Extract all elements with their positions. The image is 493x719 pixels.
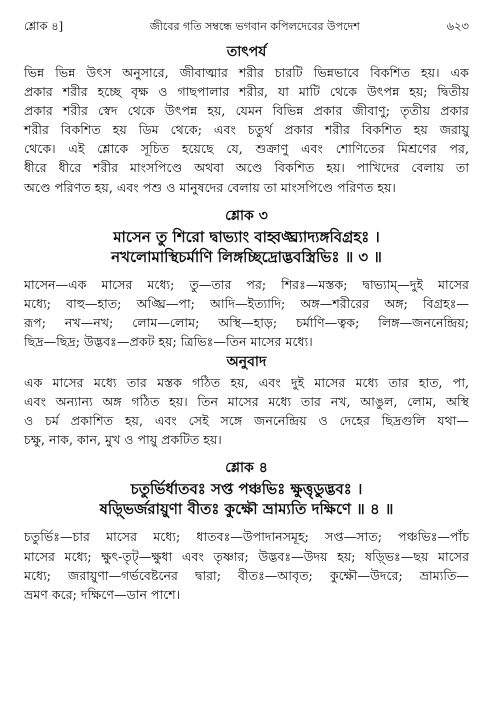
- verse-line: মাসেন তু শিরো দ্বাভ্যাং বাহ্বঙ্ঘ্র্যাদ্যঙ্গবিগ্রহঃ ।: [113, 227, 380, 246]
- verse-3-sanskrit: [24, 227, 469, 267]
- running-head-verse-ref: শ্লোক ৪]: [24, 19, 64, 33]
- synonyms-line: ভ্রমণ করে; দক্ষিণে—ডান পাশে।: [24, 586, 181, 602]
- verse-4-heading: শ্লোক ৪: [225, 460, 268, 477]
- verse-line: নখলোমাস্থিচর্মাণি লিঙ্গচ্ছিদ্রোদ্ভবস্ত্রিভিঃ ॥ ৩ ॥: [111, 247, 382, 266]
- purport-line: শরীর বিকশিত হয় ডিম থেকে; এবং চতুর্থ প্রকার শরীর বিকশিত হয় জরায়ু: [24, 122, 469, 138]
- verse-3-translation: [24, 373, 469, 449]
- translation-line: ও চর্ম প্রকাশিত হয়, এবং সেই সঙ্গে জননেন্দ্রিয় ও দেহের ছিদ্রগুলি যথা—: [24, 413, 469, 429]
- running-head-chapter-title: জীবের গতি সম্বন্ধে ভগবান কপিলদেবের উপদেশ: [149, 20, 360, 33]
- purport-line: থেকে। এই শ্লোকে সূচিত হয়েছে যে, শুক্রাণু এবং শোণিতের মিশ্রণের পর,: [24, 141, 469, 157]
- synonyms-line: মাসের মধ্যে; ক্ষুৎ-তৃট্—ক্ষুধা এবং তৃষ্ণার; উদ্ভবঃ—উদয় হয়; ষড়্ভিঃ—ছয় মাসের: [24, 548, 469, 564]
- purport-line: ভিন্ন ভিন্ন উৎস অনুসারে, জীবাত্মার শরীর চারটি ভিন্নভাবে বিকশিত হয়। এক: [24, 65, 469, 80]
- verse-4-synonyms: [24, 527, 469, 603]
- verse-4-sanskrit: [24, 479, 469, 519]
- translation-line: চক্ষু, নাক, কান, মুখ ও পায়ু প্রকটিত হয়।: [24, 432, 222, 448]
- purport-heading: তাৎপর্য: [226, 44, 267, 60]
- purport-line: অণ্ডে পরিণত হয়, এবং পশু ও মানুষদের বেলায় তা মাংসপিণ্ডে পরিণত হয়।: [24, 179, 396, 195]
- page-number: ৬২৩: [446, 19, 469, 33]
- synonyms-line: রূপ; নখ—নখ; লোম—লোম; অস্থি—হাড়; চর্মাণি—ত্বক; লিঙ্গ—জননেন্দ্রিয়;: [24, 314, 469, 330]
- running-head: [24, 18, 469, 35]
- synonyms-line: চতুর্ভিঃ—চার মাসের মধ্যে; ধাতবঃ—উপাদানসমূহ; সপ্ত—সাত; পঞ্চভিঃ—পাঁচ: [24, 529, 469, 545]
- purport-line: প্রকার শরীর হচ্ছে বৃক্ষ ও গাছপালার শরীর, যা মাটি থেকে উৎপন্ন হয়; দ্বিতীয়: [24, 84, 469, 100]
- synonyms-line: মধ্যে; জরায়ুণা—গর্ভবেষ্টনের দ্বারা; বীতঃ—আবৃত; কুক্ষৌ—উদরে; ভ্রাম্যতি—: [24, 567, 469, 583]
- synonyms-line: মধ্যে; বাহু—হাত; অঙ্ঘ্রি—পা; আদি—ইত্যাদি; অঙ্গ—শরীরের অঙ্গ; বিগ্রহঃ—: [24, 295, 469, 311]
- purport-paragraph: [24, 63, 469, 197]
- translation-line: এবং অন্যান্য অঙ্গ গঠিত হয়। তিন মাসের মধ্যে তার নখ, আঙুল, লোম, অস্থি: [24, 394, 469, 410]
- verse-3-synonyms: [24, 275, 469, 351]
- verse-3-heading: শ্লোক ৩: [225, 207, 268, 224]
- purport-line: ধীরে ধীরে শরীর মাংসপিণ্ডে অথবা অণ্ডে বিকশিত হয়। পাখিদের বেলায় তা: [24, 160, 469, 176]
- synonyms-line: ছিদ্র—ছিদ্র; উদ্ভবঃ—প্রকট হয়; ত্রিভিঃ—তিন মাসের মধ্যে।: [24, 333, 313, 349]
- verse-line: চতুর্ভির্ধাতবঃ সপ্ত পঞ্চভিঃ ক্ষুত্তৃডুদ্ভবঃ ।: [130, 480, 363, 499]
- translation-heading: অনুবাদ: [226, 354, 267, 371]
- purport-line: প্রকার শরীর স্বেদ থেকে উৎপন্ন হয়, যেমন বিভিন্ন প্রকার জীবাণু; তৃতীয় প্রকার: [24, 103, 469, 119]
- synonyms-line: মাসেন—এক মাসের মধ্যে; তু—তার পর; শিরঃ—মস্তক; দ্বাভ্যাম্—দুই মাসের: [24, 276, 469, 292]
- verse-line: ষড়্ভির্জরায়ুণা বীতঃ কুক্ষৌ ভ্রাম্যতি দক্ষিণে ॥ ৪ ॥: [99, 500, 394, 519]
- translation-line: এক মাসের মধ্যে তার মস্তক গঠিত হয়, এবং দুই মাসের মধ্যে তার হাত, পা,: [24, 375, 469, 391]
